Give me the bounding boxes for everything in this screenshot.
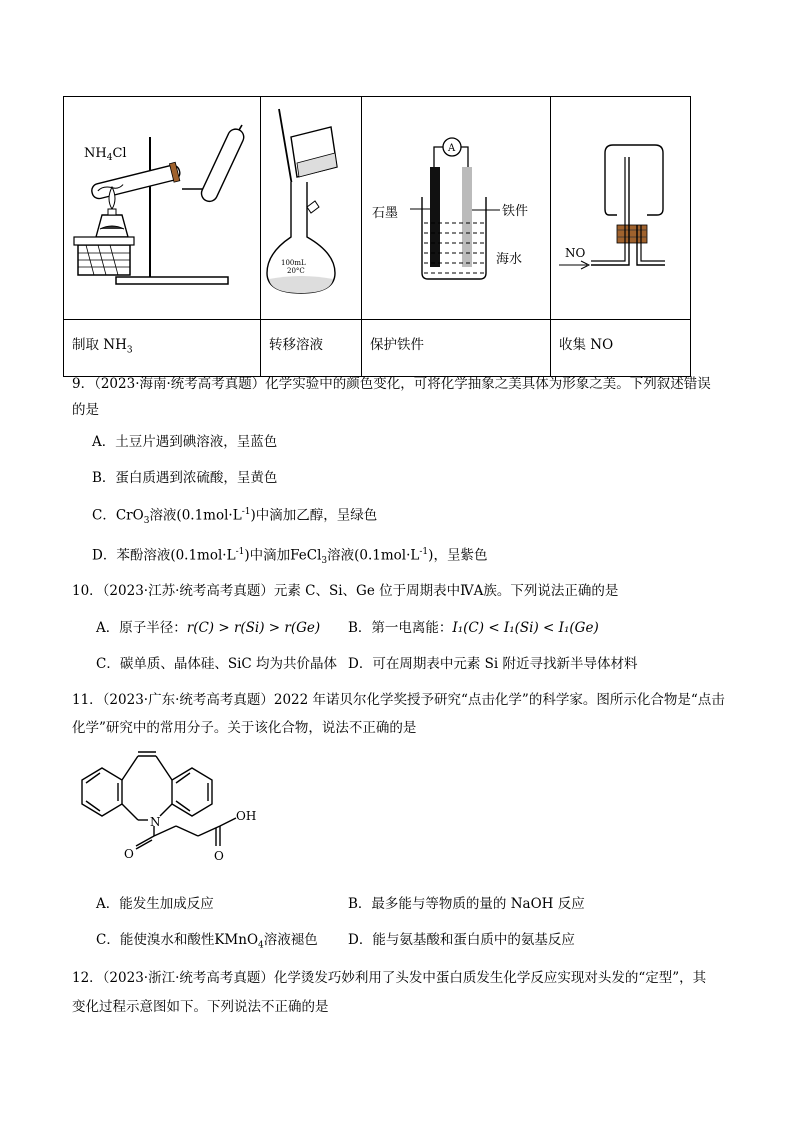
carbonyl-oxygen-label: O <box>124 847 134 861</box>
apparatus-table <box>63 96 691 377</box>
dibenzocyclooctyne-structure <box>70 748 270 866</box>
q11-stem-line2: 化学”研究中的常用分子。关于该化合物，说法不正确的是 <box>72 720 417 736</box>
iron-label: 铁件 <box>502 204 529 219</box>
flask-volume-label: 100mL <box>281 259 306 267</box>
seawater-label: 海水 <box>496 252 523 267</box>
flask-temp-label: 20°C <box>287 267 305 275</box>
q11-option-d: D．能与氨基酸和蛋白质中的氨基反应 <box>348 932 575 948</box>
q9-option-b: B．蛋白质遇到浓硫酸，呈黄色 <box>92 470 278 486</box>
q11-stem-line1: 11．（2023·广东·统考高考真题）2022 年诺贝尔化学奖授予研究“点击化学”的科学家。图所示化合物是“点击 <box>72 692 725 708</box>
nh3-apparatus-diagram <box>64 97 260 315</box>
cell-collect-no-figure <box>551 97 691 320</box>
q9-option-c: C．CrO$_3$溶液$(0.1mol\cdot L^{-1})$中滴加乙醇，呈绿色 <box>92 507 378 527</box>
cathodic-protection-diagram <box>362 97 550 315</box>
nitrogen-label: N <box>150 815 161 829</box>
acid-oxygen-label: O <box>214 849 224 863</box>
q9-option-a: A．土豆片遇到碘溶液，呈蓝色 <box>92 434 278 450</box>
q9-stem-line2: 的是 <box>72 402 99 418</box>
cell-nh3-figure <box>64 97 261 320</box>
q10-option-b: B．第一电离能：I₁(C) < I₁(Si) < I₁(Ge) <box>348 620 599 636</box>
q12-stem-line2: 变化过程示意图如下。下列说法不正确的是 <box>72 999 329 1015</box>
nh4cl-label: $NH_4Cl$ <box>84 146 127 163</box>
q10-option-c: C．碳单质、晶体硅、SiC 均为共价晶体 <box>96 656 338 672</box>
caption-protect-iron: 保护铁件 <box>362 320 551 377</box>
caption-collect-no: 收集 NO <box>551 320 691 377</box>
no-gas-label: NO <box>565 246 586 260</box>
q10-option-a: A．原子半径：r(C) > r(Si) > r(Ge) <box>96 620 321 636</box>
q9-option-d: D．苯酚溶液$(0.1mol\cdot L^{-1})$中滴加FeCl$_3$溶液$(0.1mol\cdot L^{-1})$，呈紫色 <box>92 547 488 567</box>
q9-stem-line1: 9．（2023·海南·统考高考真题）化学实验中的颜色变化，可将化学抽象之美具体为形象之美。下列叙述错误 <box>72 376 711 392</box>
caption-nh3: 制取 $NH_3$ <box>64 320 261 377</box>
gas-collection-diagram <box>551 97 690 315</box>
graphite-label: 石墨 <box>372 206 399 221</box>
volumetric-flask-diagram <box>261 97 361 315</box>
cell-transfer-figure <box>261 97 362 320</box>
q11-option-a: A．能发生加成反应 <box>96 896 214 912</box>
caption-transfer: 转移溶液 <box>261 320 362 377</box>
hydroxyl-label: OH <box>236 809 257 823</box>
ammeter-label: A <box>448 143 456 154</box>
q10-option-d: D．可在周期表中元素 Si 附近寻找新半导体材料 <box>348 656 638 672</box>
q11-option-c: C．能使溴水和酸性KMnO$_4$溶液褪色 <box>96 932 318 951</box>
q11-option-b: B．最多能与等物质的量的 NaOH 反应 <box>348 896 585 912</box>
q12-stem-line1: 12．（2023·浙江·统考高考真题）化学烫发巧妙利用了头发中蛋白质发生化学反应实现对头发的“定型”，其 <box>72 970 707 986</box>
cell-protect-iron-figure <box>362 97 551 320</box>
q10-stem: 10．（2023·江苏·统考高考真题）元素 C、Si、Ge 位于周期表中ⅣA族。下列说法正确的是 <box>72 583 619 599</box>
